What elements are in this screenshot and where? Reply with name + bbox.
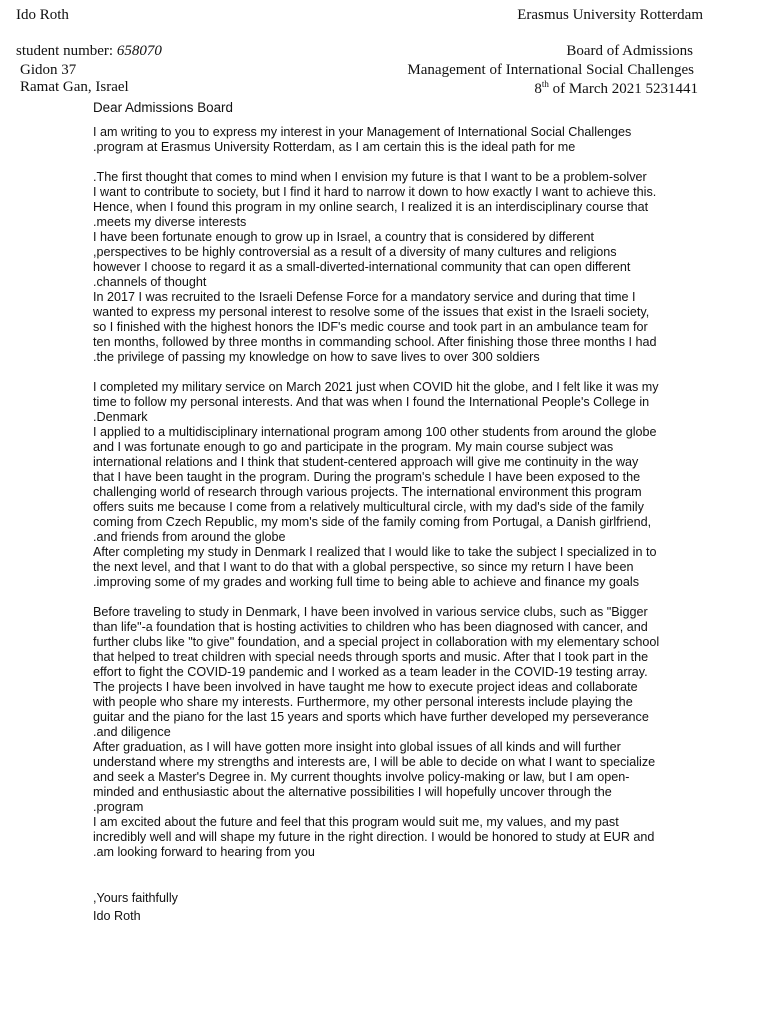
paragraph-line: .The first thought that comes to mind when I envision my future is that I want to be a problem-solver <box>93 170 647 184</box>
paragraph-line: .channels of thought <box>93 275 207 289</box>
paragraph-line: guitar and the piano for the last 15 years and sports which have further developed my perseverance <box>93 710 649 724</box>
student-number-label: student number: <box>16 43 114 59</box>
sender-name: Ido Roth <box>16 7 69 23</box>
paragraph-line: After graduation, as I will have gotten more insight into global issues of all kinds and will further <box>93 740 621 754</box>
paragraph-line: that helped to treat children with special needs through sports and music. After that I took part in the <box>93 650 649 664</box>
program-name: Management of International Social Challenges <box>407 62 694 78</box>
paragraph-line: international relations and I think that student-centered approach will give me continuity in the way <box>93 455 639 469</box>
paragraph-line: further clubs like "to give" foundation, and a special project in collaboration with my elementary school <box>93 635 660 649</box>
paragraph-line: .program at Erasmus University Rotterdam, as I am certain this is the ideal path for me <box>93 140 576 154</box>
paragraph-line: however I choose to regard it as a small-diverted-international community that can open different <box>93 260 631 274</box>
paragraph-line: Hence, when I found this program in my online search, I realized it is an interdisciplinary course that <box>93 200 649 214</box>
sender-city: Ramat Gan, Israel <box>20 79 129 95</box>
paragraph-line: coming from Czech Republic, my mom's side of the family coming from Portugal, a Danish girlfriend, <box>93 515 652 529</box>
paragraph-line: .improving some of my grades and working full time to being able to achieve and finance my goals <box>93 575 640 589</box>
paragraph-line: I have been fortunate enough to grow up in Israel, a country that is considered by different <box>93 230 595 244</box>
paragraph-line: .Denmark <box>93 410 148 424</box>
paragraph <box>93 125 693 155</box>
paragraph-line: ,perspectives to be highly controversial as a result of a diversity of many cultures and religions <box>93 245 617 259</box>
paragraph-line: than life"-a foundation that is hosting activities to children who has been diagnosed with cancer, and <box>93 620 648 634</box>
paragraph <box>93 605 693 860</box>
paragraph-line: the next level, and that I want to do that with a global perspective, so since my return I have been <box>93 560 634 574</box>
paragraph-line: minded and enthusiastic about the alternative possibilities I will hopefully uncover through the <box>93 785 612 799</box>
paragraph-line: I completed my military service on March 2021 just when COVID hit the globe, and I felt like it was my <box>93 380 659 394</box>
paragraph-line: incredibly well and will shape my future in the right direction. I would be honored to study at EUR and <box>93 830 655 844</box>
paragraph-line: wanted to express my personal interest to resolve some of the issues that exist in the Israeli society, <box>93 305 650 319</box>
letter-paragraphs <box>93 125 693 860</box>
salutation: Dear Admissions Board <box>93 100 233 115</box>
letter-date: 8th of March 2021 5231441 <box>534 79 698 97</box>
board-of-admissions: Board of Admissions <box>566 43 693 59</box>
paragraph-line: and seek a Master's Degree in. My current thoughts involve policy-making or law, but I am open- <box>93 770 630 784</box>
paragraph-line: ten months, followed by three months in commanding school. After finishing those three months I had <box>93 335 657 349</box>
paragraph-line: so I finished with the highest honors the IDF's medic course and took part in an ambulance team for <box>93 320 648 334</box>
paragraph-line: I applied to a multidisciplinary international program among 100 other students from around the globe <box>93 425 657 439</box>
paragraph-line: .meets my diverse interests <box>93 215 247 229</box>
paragraph-line: challenging world of research through various projects. The international environment this program <box>93 485 642 499</box>
paragraph-line: and I was fortunate enough to go and participate in the program. My main course subject was <box>93 440 614 454</box>
paragraph-line: .and friends from around the globe <box>93 530 286 544</box>
paragraph-line: I am excited about the future and feel that this program would suit me, my values, and my past <box>93 815 619 829</box>
paragraph-line: After completing my study in Denmark I realized that I would like to take the subject I specialized in to <box>93 545 657 559</box>
paragraph-line: that I have been taught in the program. During the program's schedule I have been exposed to the <box>93 470 641 484</box>
closing-phrase: ,Yours faithfully <box>93 891 178 905</box>
paragraph-line: The projects I have been involved in have taught me how to execute project ideas and collaborate <box>93 680 638 694</box>
paragraph-line: effort to fight the COVID-19 pandemic and I worked as a team leader in the COVID-19 testing array. <box>93 665 648 679</box>
paragraph-line: .program <box>93 800 144 814</box>
paragraph-line: offers suits me because I come from a relatively multicultural circle, with my dad's side of the family <box>93 500 644 514</box>
paragraph-line: understand where my strengths and interests are, I will be able to decide on what I want to specialize <box>93 755 656 769</box>
paragraph-line: I am writing to you to express my interest in your Management of International Social Challenges <box>93 125 632 139</box>
paragraph-line: .the privilege of passing my knowledge on how to save lives to over 300 soldiers <box>93 350 540 364</box>
letter-header <box>0 0 768 97</box>
university-name: Erasmus University Rotterdam <box>517 7 703 23</box>
student-number: 658070 <box>116 43 162 59</box>
paragraph-line: In 2017 I was recruited to the Israeli Defense Force for a mandatory service and during that time I <box>93 290 636 304</box>
paragraph-line: I want to contribute to society, but I find it hard to narrow it down to how exactly I want to achieve this. <box>93 185 657 199</box>
sender-street: Gidon 37 <box>20 62 77 78</box>
letter-closing <box>93 889 178 925</box>
student-number-line <box>16 43 162 60</box>
paragraph-line: Before traveling to study in Denmark, I have been involved in various service clubs, such as "Bigger <box>93 605 648 619</box>
paragraph-line: with people who share my interests. Furthermore, my other personal interests include playing the <box>93 695 633 709</box>
paragraph-line: .and diligence <box>93 725 171 739</box>
paragraph-line: time to follow my personal interests. And that was when I found the International People's College in <box>93 395 650 409</box>
paragraph <box>93 380 693 590</box>
letter-body <box>93 100 693 860</box>
paragraph-line: .am looking forward to hearing from you <box>93 845 315 859</box>
paragraph <box>93 170 693 365</box>
signature-name: Ido Roth <box>93 909 141 923</box>
